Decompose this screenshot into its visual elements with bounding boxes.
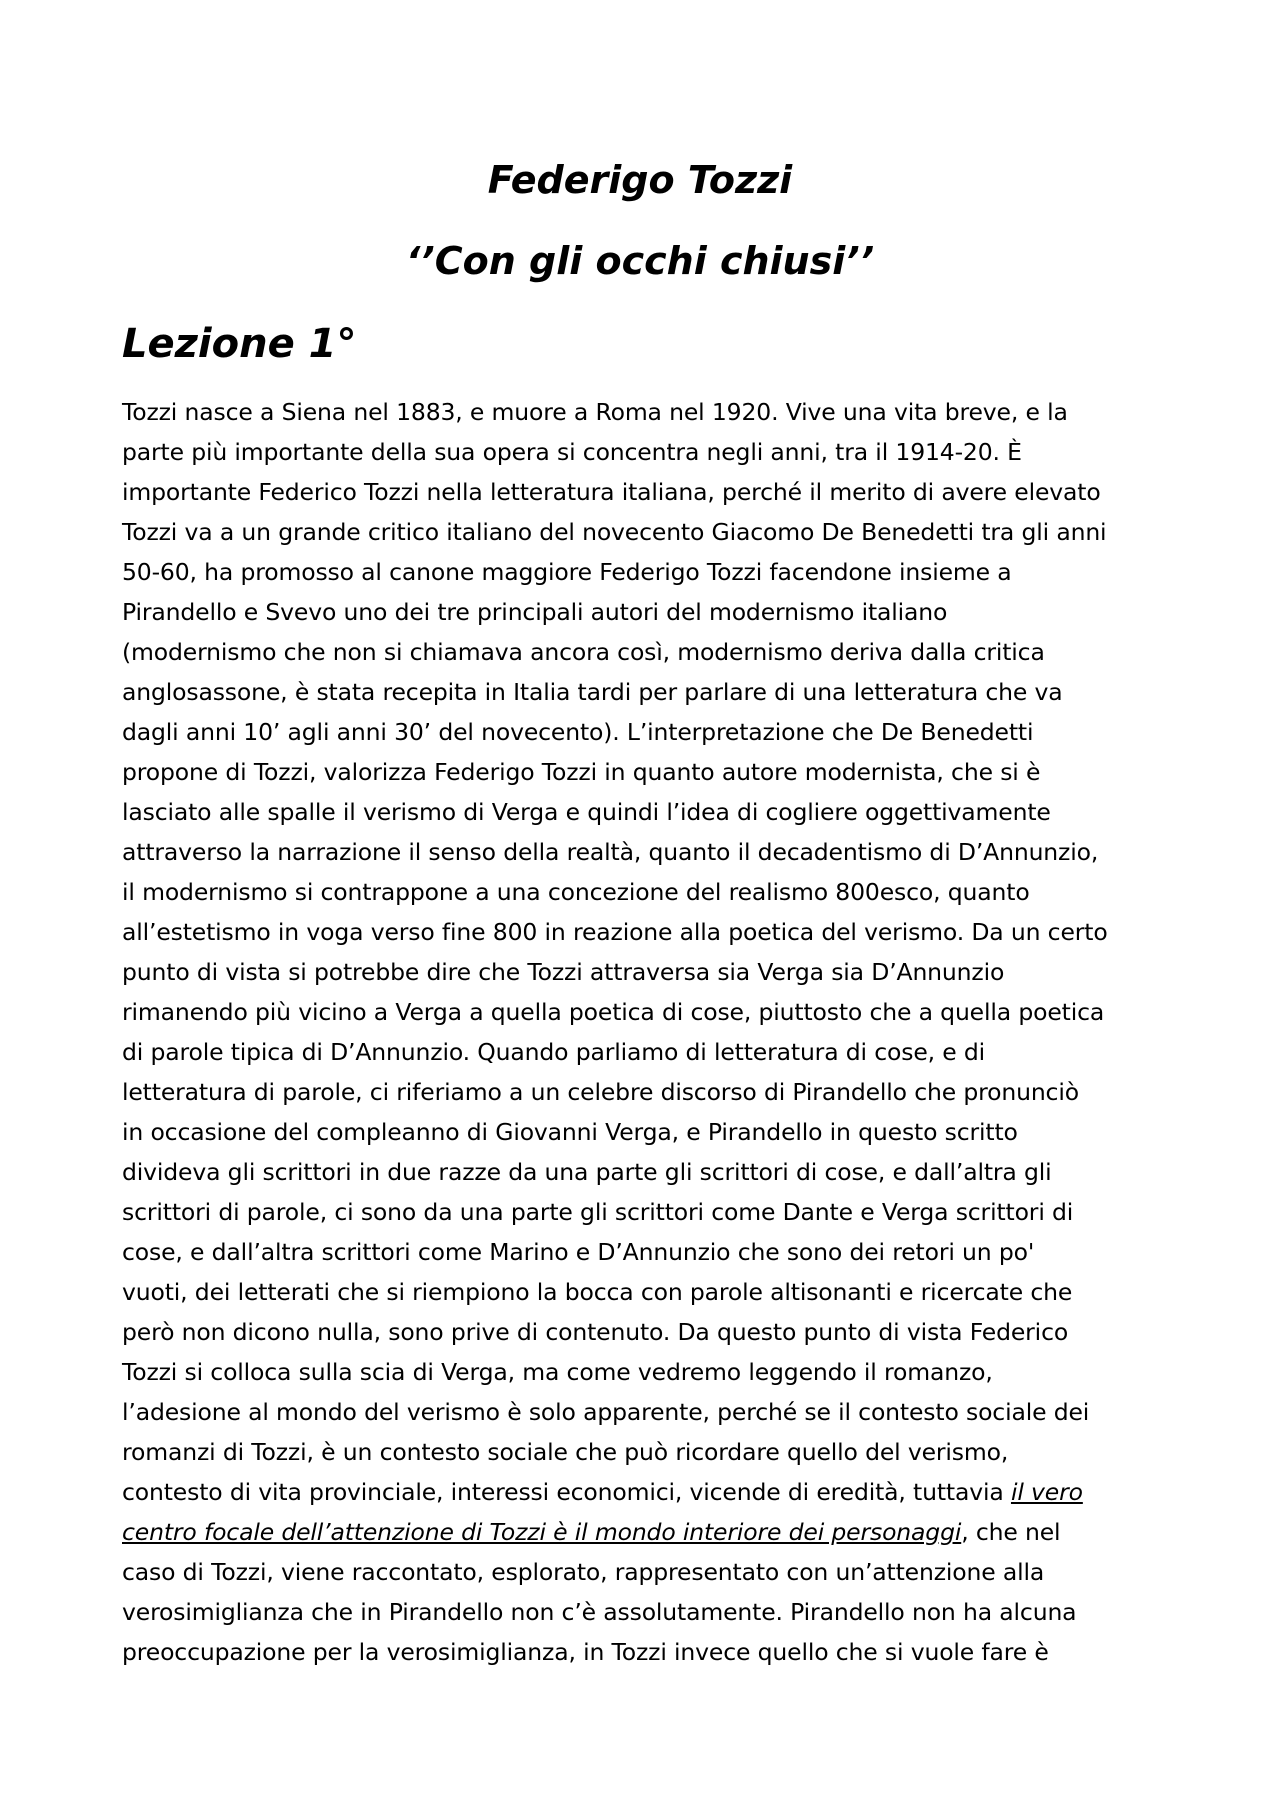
body-line: Tozzi nasce a Siena nel 1883, e muore a Roma nel 1920. Vive una vita breve, e la (122, 398, 1068, 426)
body-line: attraverso la narrazione il senso della realtà, quanto il decadentismo di D’Annunzio, (122, 838, 1099, 866)
body-line: dagli anni 10’ agli anni 30’ del novecento). L’interpretazione che De Benedetti (122, 718, 1034, 746)
emphasized-text: centro focale dell’attenzione di Tozzi è il mondo interiore dei personaggi (122, 1518, 962, 1546)
body-line: Tozzi si colloca sulla scia di Verga, ma come vedremo leggendo il romanzo, (122, 1358, 993, 1386)
body-line: divideva gli scrittori in due razze da una parte gli scrittori di cose, e dall’altra gli (122, 1158, 1052, 1186)
body-line: propone di Tozzi, valorizza Federigo Tozzi in quanto autore modernista, che si è (122, 758, 1041, 786)
document-title: Federigo Tozzi (487, 158, 793, 202)
body-line: di parole tipica di D’Annunzio. Quando parliamo di letteratura di cose, e di (122, 1038, 986, 1066)
body-paragraph (122, 392, 1172, 1672)
document-subtitle: ‘’Con gli occhi chiusi’’ (405, 239, 875, 283)
body-line: caso di Tozzi, viene raccontato, esplorato, rappresentato con un’attenzione alla (122, 1558, 1045, 1586)
emphasized-text: il vero (1010, 1478, 1083, 1506)
body-line: lasciato alle spalle il verismo di Verga e quindi l’idea di cogliere oggettivamente (122, 798, 1051, 826)
body-line: cose, e dall’altra scrittori come Marino e D’Annunzio che sono dei retori un po' (122, 1238, 1035, 1266)
body-line: il modernismo si contrappone a una concezione del realismo 800esco, quanto (122, 878, 1030, 906)
body-line: scrittori di parole, ci sono da una parte gli scrittori come Dante e Verga scrittori di (122, 1198, 1074, 1226)
body-line: parte più importante della sua opera si concentra negli anni, tra il 1914-20. È (122, 438, 1022, 466)
body-text-run: , che nel (961, 1518, 1061, 1546)
body-text-run: contesto di vita provinciale, interessi economici, vicende di eredità, tuttavia (122, 1478, 1011, 1506)
body-line: romanzi di Tozzi, è un contesto sociale che può ricordare quello del verismo, (122, 1438, 1009, 1466)
body-line: vuoti, dei letterati che si riempiono la bocca con parole altisonanti e ricercate che (122, 1278, 1073, 1306)
body-line-mixed (122, 1512, 1172, 1552)
body-line-mixed (122, 1472, 1172, 1512)
body-line: Tozzi va a un grande critico italiano del novecento Giacomo De Benedetti tra gli anni (122, 518, 1107, 546)
body-line: (modernismo che non si chiamava ancora così, modernismo deriva dalla critica (122, 638, 1045, 666)
body-line: 50-60, ha promosso al canone maggiore Federigo Tozzi facendone insieme a (122, 558, 1012, 586)
body-line: Pirandello e Svevo uno dei tre principali autori del modernismo italiano (122, 598, 948, 626)
lesson-heading: Lezione 1° (122, 321, 357, 367)
body-line: però non dicono nulla, sono prive di contenuto. Da questo punto di vista Federico (122, 1318, 1069, 1346)
body-line: rimanendo più vicino a Verga a quella poetica di cose, piuttosto che a quella poetica (122, 998, 1105, 1026)
body-line: in occasione del compleanno di Giovanni Verga, e Pirandello in questo scritto (122, 1118, 1018, 1146)
body-line: preoccupazione per la verosimiglianza, in Tozzi invece quello che si vuole fare è (122, 1638, 1049, 1666)
body-line: l’adesione al mondo del verismo è solo apparente, perché se il contesto sociale dei (122, 1398, 1090, 1426)
body-line: importante Federico Tozzi nella letteratura italiana, perché il merito di avere elevato (122, 478, 1101, 506)
body-line: letteratura di parole, ci riferiamo a un celebre discorso di Pirandello che pronunciò (122, 1078, 1079, 1106)
body-line: all’estetismo in voga verso fine 800 in reazione alla poetica del verismo. Da un certo (122, 918, 1108, 946)
body-line: anglosassone, è stata recepita in Italia tardi per parlare di una letteratura che va (122, 678, 1063, 706)
body-line: punto di vista si potrebbe dire che Tozzi attraversa sia Verga sia D’Annunzio (122, 958, 1005, 986)
body-line: verosimiglianza che in Pirandello non c’è assolutamente. Pirandello non ha alcuna (122, 1598, 1077, 1626)
